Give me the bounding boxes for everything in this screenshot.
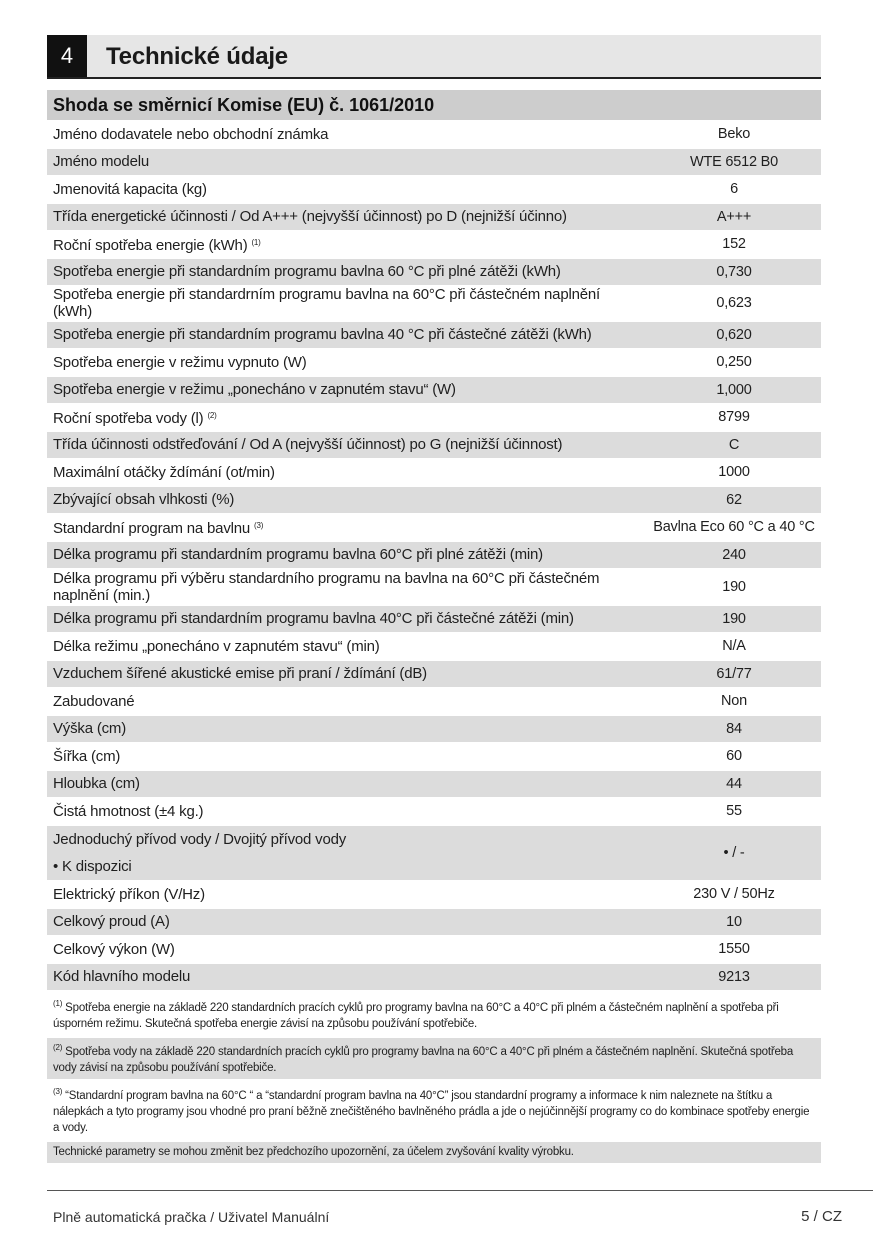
table-row [47, 322, 821, 348]
row-value: 62 [726, 491, 742, 508]
row-label-text: Čistá hmotnost (±4 kg.) [53, 802, 204, 820]
row-label-text: Roční spotřeba vody (l) [53, 410, 204, 427]
row-label-text: Šířka (cm) [53, 747, 121, 765]
row-label [47, 665, 647, 682]
table-row [47, 569, 821, 604]
table-row [47, 826, 821, 880]
row-value: N/A [722, 638, 746, 654]
row-label-text: Jméno dodavatele nebo obchodní známka [53, 125, 329, 143]
row-value: 44 [726, 775, 742, 792]
row-label [47, 354, 647, 371]
footnote-marker: (2) [53, 1043, 63, 1052]
row-value: WTE 6512 B0 [689, 153, 779, 170]
row-label-text: Spotřeba energie v režimu „ponecháno v zapnutém stavu“ (W) [53, 381, 456, 398]
row-label [47, 570, 647, 604]
row-label [47, 381, 647, 398]
footnote-text: Technické parametry se mohou změnit bez předchozího upozornění, za účelem zvyšování kvality výrobku. [53, 1146, 574, 1158]
row-value: 10 [726, 913, 742, 930]
row-label-text: Standardní program na bavlnu [53, 520, 251, 537]
row-value: 190 [722, 610, 746, 627]
row-label [47, 803, 647, 820]
table-row [47, 633, 821, 659]
row-label-text: Kód hlavního modelu [53, 968, 191, 985]
row-label [47, 546, 647, 563]
row-label [47, 464, 647, 481]
row-label-text: Roční spotřeba energie (kWh) [53, 237, 248, 254]
spec-table [47, 90, 821, 991]
table-rows [47, 121, 821, 990]
row-label-line: Jednoduchý přívod vody / Dvojitý přívod vody [53, 830, 347, 848]
table-row [47, 798, 821, 824]
table-row [47, 286, 821, 320]
row-label [47, 968, 647, 985]
row-value: 8799 [718, 409, 750, 425]
row-value: 0,620 [716, 326, 752, 343]
table-row [47, 542, 821, 568]
table-row [47, 121, 821, 147]
row-value: 9213 [718, 968, 750, 985]
table-row [47, 661, 821, 687]
row-label [47, 517, 647, 537]
table-row [47, 881, 821, 907]
table-title: Shoda se směrnicí Komise (EU) č. 1061/2010 [47, 90, 821, 120]
row-value: 0,623 [716, 295, 752, 311]
footnote-text: Spotřeba vody na základě 220 standardních pracích cyklů pro programy bavlna na 60°C a 40°C při plném a částečném naplnění. Skutečná spotřeba vody závisí na způsobu používání spotřebiče. [53, 1046, 794, 1074]
footnote [47, 994, 821, 1035]
row-value: 0,730 [716, 263, 752, 280]
row-label-text: Jmenovitá kapacita (kg) [53, 180, 207, 198]
row-label-text: Spotřeba energie při standardním programu bavlna 40 °C při částečné zátěži (kWh) [53, 326, 592, 343]
row-label [47, 286, 647, 320]
table-row [47, 176, 821, 202]
table-row [47, 231, 821, 257]
table-row [47, 459, 821, 485]
row-label [47, 638, 647, 655]
row-label-text: Spotřeba energie v režimu vypnuto (W) [53, 353, 307, 371]
row-label-text: Jméno modelu [53, 153, 149, 170]
row-value: 230 V / 50Hz [693, 886, 775, 902]
section-title: Technické údaje [106, 43, 288, 70]
row-label-text: Zabudované [53, 692, 135, 710]
row-value: • / - [723, 844, 745, 861]
page-number: 5 / CZ [801, 1208, 842, 1225]
footnote-text: Spotřeba energie na základě 220 standardních pracích cyklů pro programy bavlna na 60°C a 40°C při plném a částečném naplnění a spotřeba při úsporném režimu. Skutečná spotřeba energie závisí na způsobu používání spotřebiče. [53, 1002, 779, 1030]
row-label-text: Délka režimu „ponecháno v zapnutém stavu“ (min) [53, 637, 380, 655]
row-value: 0,250 [716, 354, 752, 370]
row-label-line: • K dispozici [53, 857, 132, 875]
row-label [47, 208, 647, 225]
footnote-ref: (2) [207, 411, 217, 420]
row-value: C [728, 436, 740, 453]
section-number: 4 [47, 35, 87, 77]
table-row [47, 716, 821, 742]
row-label-text: Třída energetické účinnosti / Od A+++ (nejvyšší účinnost) po D (nejnižší účinno) [53, 208, 567, 225]
row-value: 190 [722, 578, 746, 595]
row-label [47, 941, 647, 958]
row-value: Non [721, 693, 747, 709]
row-label-text: Spotřeba energie při standardrním programu bavlna na 60°C při částečném naplnění (kWh) [53, 286, 600, 320]
row-label-text: Elektrický příkon (V/Hz) [53, 885, 205, 903]
row-value: 1,000 [716, 381, 752, 398]
row-label-text: Spotřeba energie při standardním programu bavlna 60 °C při plné zátěži (kWh) [53, 263, 561, 280]
row-value: 6 [730, 181, 738, 197]
row-label [47, 153, 647, 170]
row-label-text: Výška (cm) [53, 720, 127, 737]
row-label [47, 775, 647, 792]
row-label [47, 181, 647, 198]
row-value: 61/77 [716, 665, 752, 682]
row-value: Beko [717, 126, 751, 142]
table-row [47, 936, 821, 962]
footer-manual-title: Plně automatická pračka / Uživatel Manuální [53, 1209, 330, 1225]
table-row [47, 487, 821, 513]
row-value: 152 [722, 236, 746, 252]
table-row [47, 204, 821, 230]
footnote [47, 1082, 821, 1139]
row-label [47, 436, 647, 453]
footnote-text: “Standardní program bavlna na 60°C “ a “standardní program bavlna na 40°C” jsou standardní programy a informace k nim naleznete na štítku a nálepkách a tyto programy jsou vhodné pro praní běžně znečištěného bavlněného prádla a jde o nejúčinnější programy co do kombinace spotřeby energie a vody. [53, 1090, 810, 1134]
table-row [47, 909, 821, 935]
table-row [47, 349, 821, 375]
table-row [47, 743, 821, 769]
row-label-text: Třída účinnosti odstřeďování / Od A (nejvyšší účinnost) po G (nejnižší účinnost) [53, 436, 563, 453]
row-label [47, 693, 647, 710]
row-label-text: Maximální otáčky ždímání (ot/min) [53, 463, 275, 481]
table-row [47, 377, 821, 403]
footnote-marker: (1) [53, 999, 63, 1008]
row-label [47, 407, 647, 427]
row-value: Bavlna Eco 60 °C a 40 °C [653, 519, 815, 535]
row-value: 1000 [718, 464, 750, 480]
row-label [47, 234, 647, 254]
row-label-text: Délka programu při standardním programu bavlna 60°C při plné zátěži (min) [53, 546, 543, 563]
row-label-text: Hloubka (cm) [53, 775, 140, 792]
table-row [47, 964, 821, 990]
row-value: 60 [726, 748, 742, 764]
table-row [47, 688, 821, 714]
row-label [47, 610, 647, 627]
row-label-text: Délka programu při výběru standardního programu na bavlna na 60°C při částečném naplnění (min.) [53, 569, 600, 604]
row-value: A+++ [716, 208, 752, 225]
row-label-text: Zbývající obsah vlhkosti (%) [53, 491, 235, 508]
table-row [47, 514, 821, 540]
row-label [47, 826, 647, 880]
footer-divider [47, 1190, 873, 1191]
row-label [47, 491, 647, 508]
table-row [47, 259, 821, 285]
footnote-marker: (3) [53, 1087, 63, 1096]
table-row [47, 149, 821, 175]
row-label-text: Vzduchem šířené akustické emise při praní / ždímání (dB) [53, 665, 427, 682]
row-label-text: Celkový proud (A) [53, 913, 170, 930]
row-label [47, 720, 647, 737]
footnote [47, 1142, 821, 1163]
footnote [47, 1038, 821, 1079]
table-row [47, 771, 821, 797]
table-row [47, 404, 821, 430]
row-label [47, 263, 647, 280]
row-label [47, 326, 647, 343]
table-row [47, 432, 821, 458]
footnote-ref: (1) [251, 238, 261, 247]
row-value: 55 [726, 803, 742, 819]
section-header [47, 35, 821, 79]
row-value: 240 [722, 546, 746, 563]
footnotes [47, 994, 821, 1166]
row-label-text: Celkový výkon (W) [53, 940, 175, 958]
row-label [47, 748, 647, 765]
table-row [47, 606, 821, 632]
row-label [47, 913, 647, 930]
row-label [47, 886, 647, 903]
row-label-text: Délka programu při standardním programu bavlna 40°C při částečné zátěži (min) [53, 610, 574, 627]
row-value: 84 [726, 720, 742, 737]
row-value: 1550 [718, 941, 750, 957]
footnote-ref: (3) [254, 521, 264, 530]
row-label [47, 126, 647, 143]
